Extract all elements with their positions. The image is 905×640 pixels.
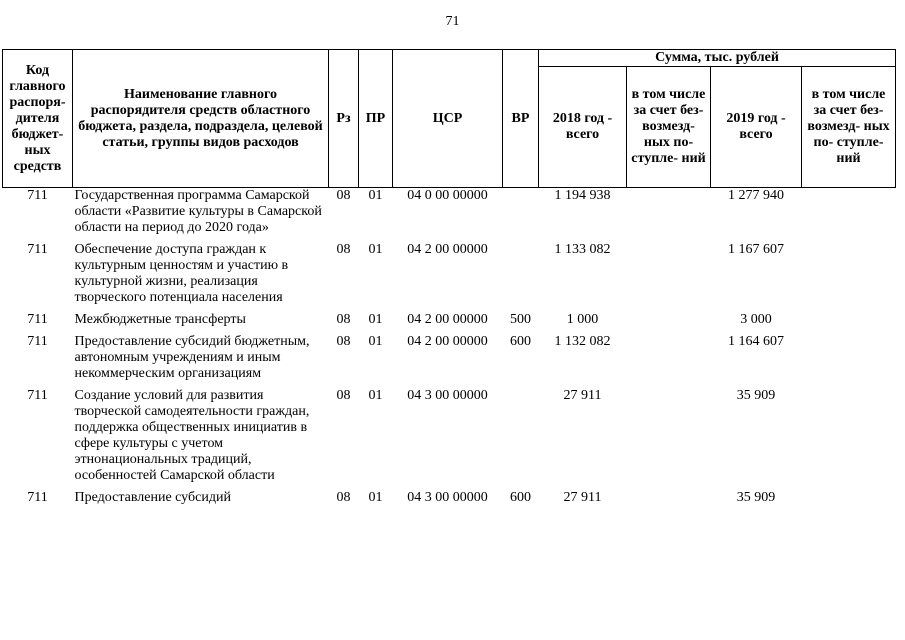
cell-name: Создание условий для развития творческой самодеятельности граждан, поддержка общественных инициатив в сфере культуры с учетом этнонациональных традиций, особенностей Самарской области [74, 388, 310, 483]
cell-code: 711 [27, 188, 48, 203]
cell-2018-gratuitous [627, 490, 711, 512]
cell-2018-gratuitous [627, 334, 711, 388]
table-body [3, 188, 896, 513]
cell-2019-total: 1 167 607 [728, 242, 784, 257]
cell-vr [503, 188, 539, 243]
budget-table [2, 49, 896, 512]
cell-rz: 08 [336, 334, 351, 349]
cell-2018-gratuitous [627, 188, 711, 243]
cell-2018-total: 1 133 082 [554, 242, 611, 257]
page-number: 71 [445, 14, 460, 29]
header-pr: ПР [359, 50, 393, 188]
cell-2019-gratuitous [802, 242, 896, 312]
header-name: Наименование главного распорядителя средств областного бюджета, раздела, подраздела, целевой статьи, группы видов расходов [73, 50, 329, 188]
cell-vr [503, 388, 539, 490]
cell-2018-total: 1 132 082 [554, 334, 611, 349]
cell-code: 711 [27, 490, 48, 505]
table-row [3, 334, 896, 388]
cell-2019-total: 3 000 [740, 312, 772, 327]
cell-rz: 08 [336, 490, 351, 505]
cell-rz: 08 [336, 242, 351, 257]
cell-2019-total: 1 164 607 [728, 334, 784, 349]
cell-vr: 600 [510, 490, 531, 505]
cell-vr [503, 242, 539, 312]
cell-name: Государственная программа Самарской области «Развитие культуры в Самарской области на период до 2020 года» [74, 188, 322, 235]
cell-2019-gratuitous [802, 490, 896, 512]
header-csr: ЦСР [393, 50, 503, 188]
table-row [3, 388, 896, 490]
header-2019-gratuitous: в том числе за счет без- возмезд- ных по- ступле- ний [802, 67, 896, 188]
cell-2018-total: 1 194 938 [554, 188, 611, 203]
cell-vr: 600 [510, 334, 531, 349]
cell-pr: 01 [368, 334, 383, 349]
cell-2018-total: 1 000 [566, 312, 599, 327]
header-rz: Рз [329, 50, 359, 188]
table-row [3, 312, 896, 334]
cell-csr: 04 2 00 00000 [407, 242, 488, 257]
cell-2019-total: 35 909 [736, 388, 776, 403]
cell-csr: 04 3 00 00000 [407, 490, 488, 505]
cell-code: 711 [27, 312, 48, 327]
header-2018-total: 2018 год - всего [539, 67, 627, 188]
header-2019-total: 2019 год - всего [711, 67, 802, 188]
header-2018-gratuitous: в том числе за счет без- возмезд- ных по- ступле- ний [627, 67, 711, 188]
cell-csr: 04 0 00 00000 [407, 188, 488, 203]
table-row [3, 188, 896, 243]
cell-vr: 500 [510, 312, 531, 327]
cell-pr: 01 [368, 490, 383, 505]
cell-code: 711 [27, 242, 48, 257]
cell-csr: 04 3 00 00000 [407, 388, 488, 403]
cell-2019-gratuitous [802, 312, 896, 334]
cell-pr: 01 [368, 388, 383, 403]
cell-name: Предоставление субсидий [74, 490, 231, 505]
cell-rz: 08 [336, 388, 351, 403]
cell-name: Межбюджетные трансферты [74, 312, 246, 327]
cell-rz: 08 [336, 312, 351, 327]
cell-pr: 01 [368, 242, 383, 257]
cell-code: 711 [27, 334, 48, 349]
cell-2018-total: 27 911 [563, 490, 602, 505]
cell-2019-gratuitous [802, 334, 896, 388]
cell-2018-gratuitous [627, 312, 711, 334]
cell-2019-total: 1 277 940 [728, 188, 784, 203]
cell-code: 711 [27, 388, 48, 403]
cell-csr: 04 2 00 00000 [407, 312, 488, 327]
header-code: Код главного распоря- дителя бюджет- ных средств [3, 50, 73, 188]
table-row [3, 490, 896, 512]
cell-2019-gratuitous [802, 188, 896, 243]
cell-2018-gratuitous [627, 388, 711, 490]
cell-rz: 08 [336, 188, 351, 203]
table-header [3, 50, 896, 188]
header-sum-group: Сумма, тыс. рублей [539, 50, 896, 67]
table-row [3, 242, 896, 312]
header-vr: ВР [503, 50, 539, 188]
cell-name: Обеспечение доступа граждан к культурным ценностям и участию в культурной жизни, реализация творческого потенциала населения [74, 242, 289, 305]
cell-2019-total: 35 909 [736, 490, 776, 505]
cell-name: Предоставление субсидий бюджетным, автономным учреждениям и иным некоммерческим организациям [74, 334, 310, 381]
cell-pr: 01 [368, 188, 383, 203]
cell-pr: 01 [368, 312, 383, 327]
cell-2019-gratuitous [802, 388, 896, 490]
cell-2018-total: 27 911 [563, 388, 602, 403]
cell-csr: 04 2 00 00000 [407, 334, 488, 349]
cell-2018-gratuitous [627, 242, 711, 312]
